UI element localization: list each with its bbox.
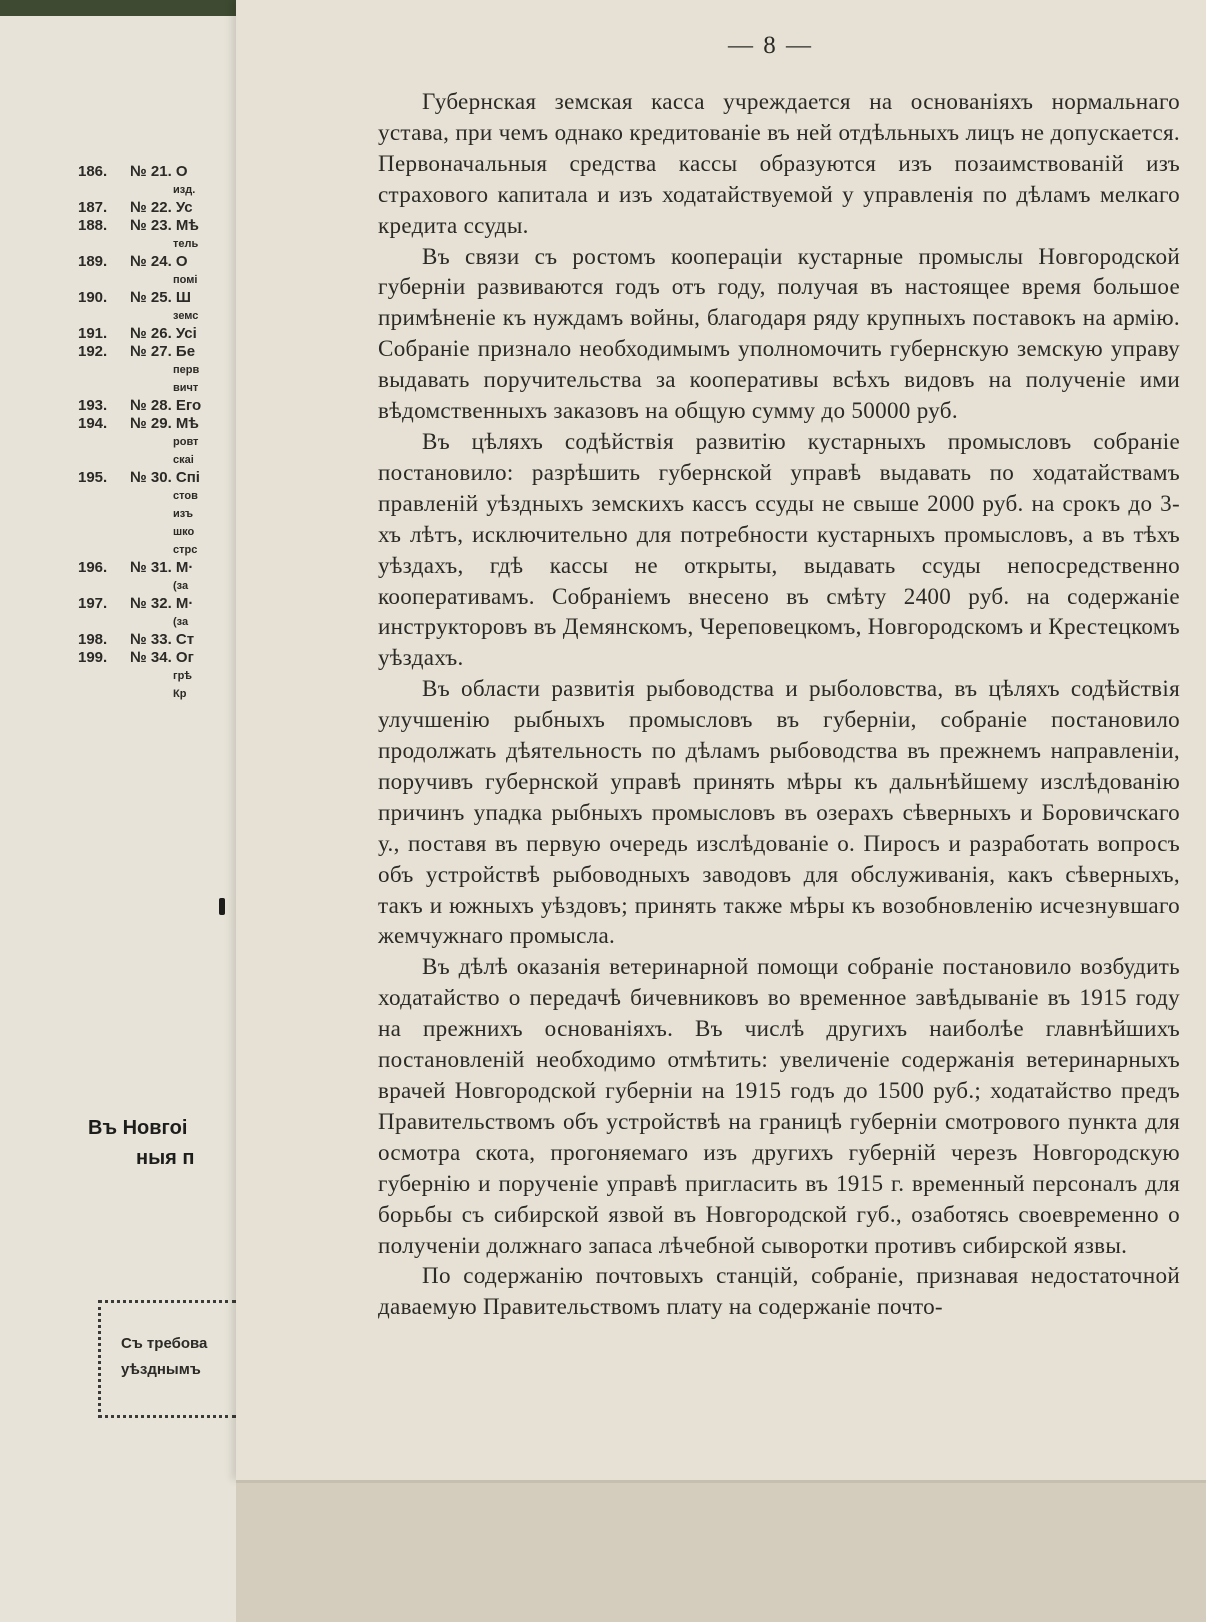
entry-number: 187.	[78, 199, 108, 216]
page-bottom-margin	[236, 1480, 1206, 1622]
entry-continuation: тель	[173, 238, 199, 250]
entry-title: № 28. Его	[130, 397, 202, 414]
body-paragraph: Губернская земская касса учреждается на основаніяхъ нормальнаго устава, при чемъ однако кредитованіе въ ней отдѣльныхъ лицъ не допускается. Первоначальныя средства кассы образуются изъ позаимствованій изъ страхового капитала и изъ ходатайствуемой у управленія по дѣламъ мелкаго кредита ссуды.	[378, 88, 1180, 238]
entry-continuation: изд.	[173, 184, 196, 196]
left-notice-text	[121, 1331, 207, 1383]
entry-continuation: вичт	[173, 382, 199, 394]
entry-title: № 32. М·	[130, 595, 194, 612]
entry-number: 194.	[78, 415, 108, 432]
left-index-entry	[78, 217, 223, 253]
left-notice-line-2: уѣзднымъ	[121, 1361, 201, 1378]
entry-continuation: земс	[173, 310, 199, 322]
cover-edge	[0, 0, 240, 16]
left-index-entry	[78, 253, 223, 289]
entry-number: 199.	[78, 649, 108, 666]
left-notice-line-1: Съ требова	[121, 1335, 208, 1352]
entry-continuation: скаі	[173, 454, 194, 466]
left-index-entry	[78, 343, 223, 379]
entry-title: № 24. О	[130, 253, 188, 270]
entry-number: 192.	[78, 343, 108, 360]
entry-title: № 33. Ст	[130, 631, 195, 648]
page-number: — 8 —	[728, 32, 813, 59]
body-paragraph: По содержанію почтовыхъ станцій, собраніе, признавая недостаточной даваемую Правительствомъ плату на содержаніе почто-	[378, 1262, 1180, 1320]
left-notice-box	[98, 1300, 236, 1418]
left-heading-line-2: ныя п	[136, 1147, 195, 1169]
entry-title: № 27. Бе	[130, 343, 196, 360]
body-paragraph: Въ дѣлѣ оказанія ветеринарной помощи собраніе постановило возбудить ходатайство о передачѣ бичевниковъ во временное завѣдываніе въ 1915 году на прежнихъ основаніяхъ. Въ числѣ другихъ наиболѣе главнѣйшихъ постановленій необходимо отмѣтить: увеличеніе содержанія ветеринарныхъ врачей Новгородской губерніи на 1915 годъ до 1500 руб.; ходатайство предъ Правительствомъ объ устройствѣ на границѣ губерніи смотрового пункта для осмотра скота, прогоняемаго изъ другихъ губерній черезъ Новгородскую губернію и порученіе управѣ пригласить въ 1915 г. временный персоналъ для борьбы съ сибирской язвой въ Новгородской губ., озаботясь своевременно о полученіи должнаго запаса лѣчебной сыворотки противъ сибирской язвы.	[378, 953, 1180, 1258]
underlying-left-page	[0, 0, 250, 1622]
left-index-entry	[78, 325, 223, 343]
left-index-entry	[78, 559, 223, 595]
left-index-entry	[78, 595, 223, 631]
entry-title: № 25. Ш	[130, 289, 191, 306]
entry-title: № 30. Спі	[130, 469, 200, 486]
left-index-entry	[78, 415, 223, 451]
entry-title: № 23. Мѣ	[130, 217, 199, 234]
body-text	[378, 86, 1180, 1322]
entry-title: № 21. О	[130, 163, 188, 180]
entry-continuation: изъ	[173, 508, 193, 520]
left-index-entry	[78, 199, 223, 217]
entry-title: № 26. Усі	[130, 325, 197, 342]
body-paragraph: Въ области развитія рыбоводства и рыболовства, въ цѣляхъ содѣйствія улучшенію рыбныхъ промысловъ въ губерніи, собраніе постановило продолжать дѣятельность по дѣламъ рыбоводства въ прежнемъ направленіи, поручивъ губернской управѣ принять мѣры къ дальнѣйшему изслѣдованію причинъ упадка рыбныхъ промысловъ въ озерахъ сѣверныхъ и Боровичскаго у., поставя въ первую очередь изслѣдованіе о. Пиросъ и разработать вопросъ объ устройствѣ рыбоводныхъ заводовъ для обслуживанія, какъ сѣверныхъ, такъ и южныхъ уѣздовъ; принять также мѣры къ возобновленію исчезнувшаго жемчужнаго промысла.	[378, 675, 1180, 949]
left-section-heading	[88, 1113, 223, 1173]
left-index-entry	[78, 649, 223, 685]
left-index-entry	[78, 541, 223, 559]
left-index-entry	[78, 469, 223, 505]
entry-number: 196.	[78, 559, 108, 576]
left-index-list	[78, 163, 248, 703]
entry-continuation: шко	[173, 526, 195, 538]
left-index-entry	[78, 685, 223, 703]
entry-number: 189.	[78, 253, 108, 270]
left-index-entry	[78, 523, 223, 541]
entry-number: 186.	[78, 163, 108, 180]
left-index-entry	[78, 163, 223, 199]
entry-title: № 29. Мѣ	[130, 415, 199, 432]
entry-title: № 31. М·	[130, 559, 194, 576]
entry-number: 190.	[78, 289, 108, 306]
page-edge-line	[236, 1480, 1206, 1483]
entry-number: 191.	[78, 325, 108, 342]
left-index-entry	[78, 451, 223, 469]
entry-continuation: грѣ	[173, 670, 193, 682]
entry-continuation: стов	[173, 490, 198, 502]
left-heading-line-1: Въ Новгоі	[88, 1117, 188, 1139]
left-index-entry	[78, 631, 223, 649]
entry-number: 195.	[78, 469, 108, 486]
ink-mark	[219, 898, 225, 915]
entry-title: № 22. Ус	[130, 199, 193, 216]
entry-number: 198.	[78, 631, 108, 648]
entry-continuation: Кр	[173, 688, 187, 700]
left-index-entry	[78, 397, 223, 415]
entry-number: 193.	[78, 397, 108, 414]
entry-title: № 34. Ог	[130, 649, 194, 666]
left-index-entry	[78, 289, 223, 325]
left-index-entry	[78, 505, 223, 523]
entry-number: 197.	[78, 595, 108, 612]
entry-continuation: (за	[173, 616, 189, 628]
body-paragraph: Въ связи съ ростомъ коопераціи кустарные промыслы Новгородской губерніи развиваются годъ отъ году, получая въ настоящее время большое примѣненіе къ нуждамъ войны, благодаря ряду крупныхъ поставокъ на армію. Собраніе признало необходимымъ уполномочить губернскую земскую управу выдавать поручительства за кооперативы всѣхъ видовъ на полученіе ими вѣдомственныхъ заказовъ на общую сумму до 50000 руб.	[378, 242, 1180, 424]
body-paragraph: Въ цѣляхъ содѣйствія развитію кустарныхъ промысловъ собраніе постановило: разрѣшить губернской управѣ выдавать по ходатайствамъ правленій уѣздныхъ земскихъ кассъ ссуды не свыше 2000 руб. на срокъ до 3-хъ лѣтъ, исключительно для потребности кустарныхъ промысловъ, а въ тѣхъ уѣздахъ, гдѣ кассы не открыты, выдавать ссуды непосредственно кооперативамъ. Собраніемъ внесено въ смѣту 2400 руб. на содержаніе инструкторовъ въ Демянскомъ, Череповецкомъ, Новгородскомъ и Крестецкомъ уѣздахъ.	[378, 427, 1180, 671]
entry-continuation: перв	[173, 364, 200, 376]
entry-continuation: (за	[173, 580, 189, 592]
entry-continuation: помі	[173, 274, 198, 286]
entry-continuation: ровт	[173, 436, 199, 448]
left-index-entry	[78, 379, 223, 397]
entry-continuation: стрс	[173, 544, 198, 556]
entry-number: 188.	[78, 217, 108, 234]
